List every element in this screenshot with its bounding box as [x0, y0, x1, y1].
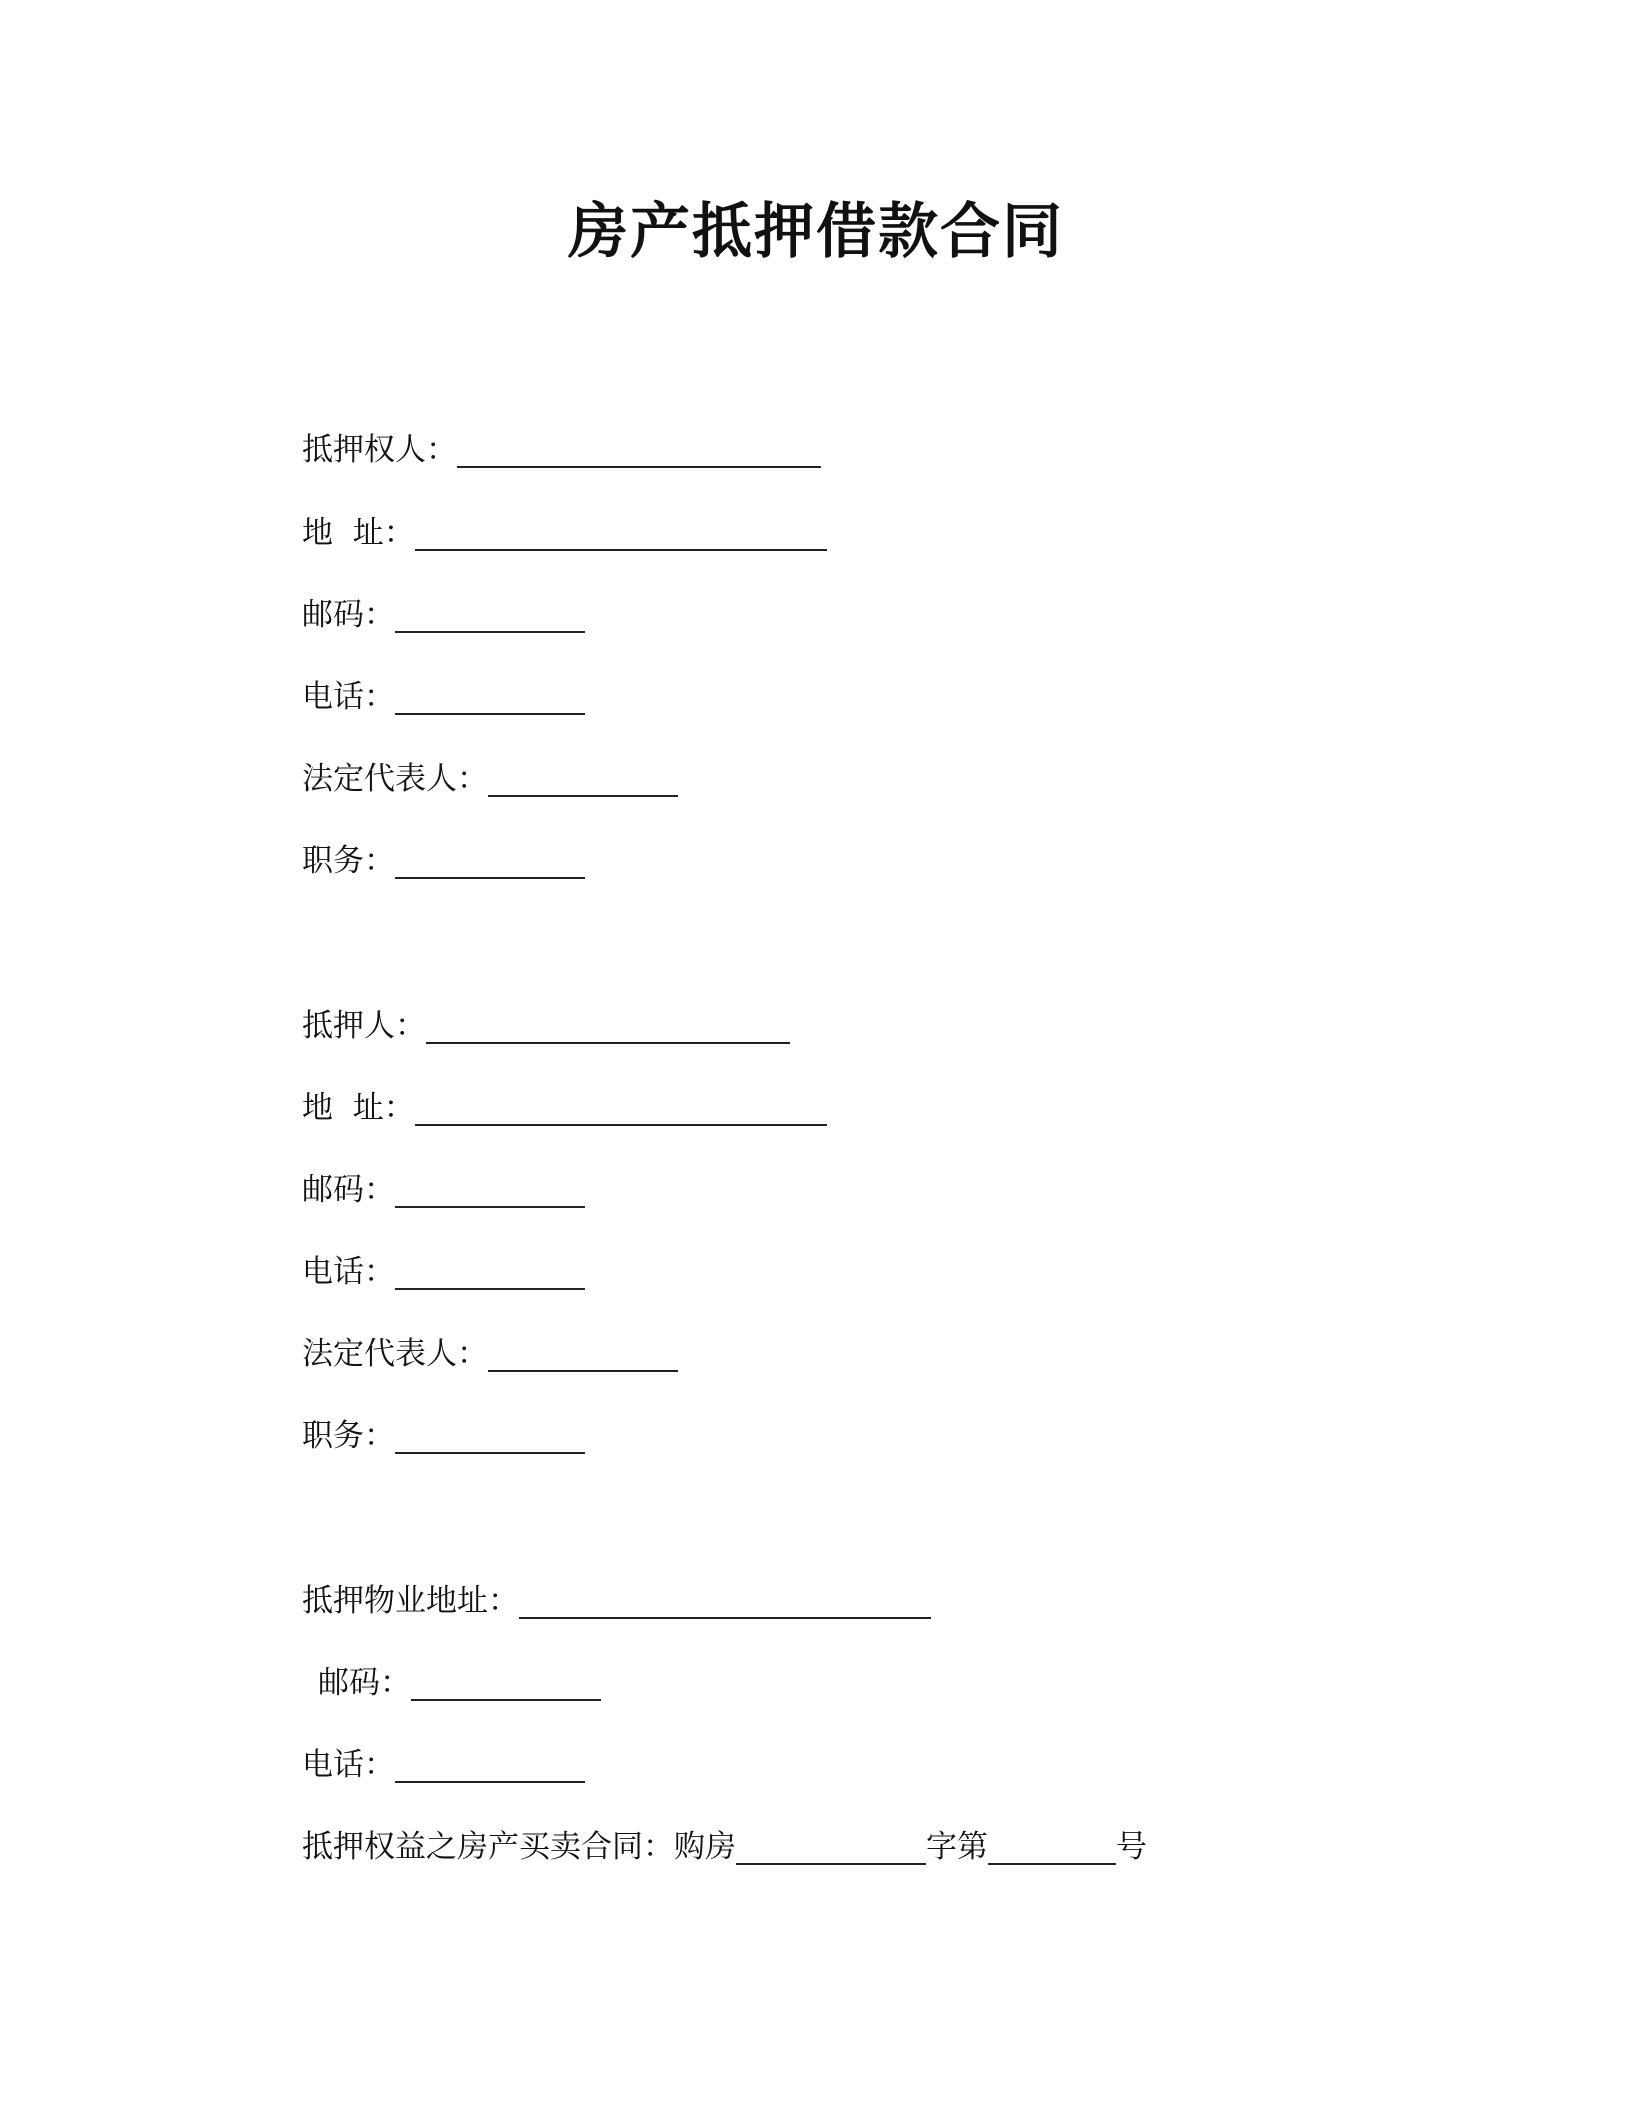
property-contract-suffix: 号 [1116, 1829, 1147, 1865]
property-address-label: 抵押物业地址： [302, 1583, 519, 1619]
mortgagee-postcode-field[interactable] [395, 595, 585, 633]
mortgagee-name-row [302, 422, 821, 472]
property-contract-word-field[interactable] [736, 1827, 926, 1865]
property-postcode-row [318, 1655, 601, 1705]
mortgagee-address-label: 地 址： [302, 515, 415, 551]
mortgagee-name-label: 抵押权人： [302, 432, 457, 468]
mortgagor-name-field[interactable] [426, 1006, 790, 1044]
property-postcode-label: 邮码： [318, 1665, 411, 1701]
mortgagee-legal-rep-label: 法定代表人： [302, 761, 488, 797]
mortgagee-position-label: 职务： [302, 843, 395, 879]
property-contract-label: 抵押权益之房产买卖合同：购房 [302, 1829, 736, 1865]
mortgagor-name-label: 抵押人： [302, 1008, 426, 1044]
property-phone-label: 电话： [302, 1747, 395, 1783]
mortgagee-name-field[interactable] [457, 430, 821, 468]
property-contract-number-field[interactable] [988, 1827, 1116, 1865]
mortgagee-postcode-row [302, 587, 585, 637]
mortgagor-phone-label: 电话： [302, 1254, 395, 1290]
mortgagor-legal-rep-label: 法定代表人： [302, 1336, 488, 1372]
document-title: 房产抵押借款合同 [568, 197, 1064, 267]
mortgagee-position-row [302, 833, 585, 883]
mortgagor-postcode-row [302, 1162, 585, 1212]
property-phone-row [302, 1737, 585, 1787]
mortgagee-postcode-label: 邮码： [302, 597, 395, 633]
mortgagee-address-field[interactable] [415, 513, 827, 551]
mortgagor-address-field[interactable] [415, 1088, 827, 1126]
mortgagee-phone-field[interactable] [395, 677, 585, 715]
property-postcode-field[interactable] [411, 1663, 601, 1701]
property-contract-row [302, 1819, 1147, 1869]
mortgagor-name-row [302, 998, 790, 1048]
mortgagor-phone-field[interactable] [395, 1252, 585, 1290]
mortgagor-legal-rep-row [302, 1326, 678, 1376]
mortgagee-legal-rep-field[interactable] [488, 759, 678, 797]
mortgagor-position-row [302, 1408, 585, 1458]
mortgagor-phone-row [302, 1244, 585, 1294]
property-contract-middle: 字第 [926, 1829, 988, 1865]
mortgagee-address-row [302, 505, 827, 555]
mortgagee-position-field[interactable] [395, 841, 585, 879]
mortgagee-phone-label: 电话： [302, 679, 395, 715]
property-address-row [302, 1573, 931, 1623]
property-phone-field[interactable] [395, 1745, 585, 1783]
property-address-field[interactable] [519, 1581, 931, 1619]
mortgagor-postcode-label: 邮码： [302, 1172, 395, 1208]
mortgagor-legal-rep-field[interactable] [488, 1334, 678, 1372]
mortgagor-address-row [302, 1080, 827, 1130]
mortgagor-position-label: 职务： [302, 1418, 395, 1454]
mortgagor-address-label: 地 址： [302, 1090, 415, 1126]
mortgagee-legal-rep-row [302, 751, 678, 801]
mortgagor-position-field[interactable] [395, 1416, 585, 1454]
mortgagee-phone-row [302, 669, 585, 719]
mortgagor-postcode-field[interactable] [395, 1170, 585, 1208]
